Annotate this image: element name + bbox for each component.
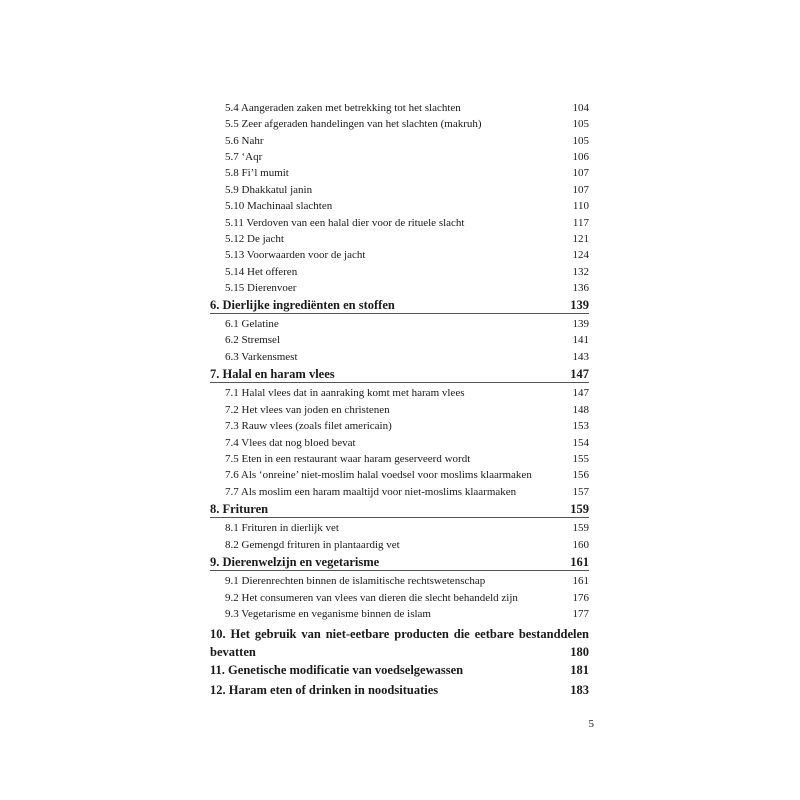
toc-subentry	[210, 216, 589, 230]
toc-subentry	[210, 468, 589, 482]
toc-chapter-continuation	[210, 644, 589, 660]
toc-entry-title: 5.6 Nahr	[225, 135, 264, 147]
toc-subentry	[210, 150, 589, 164]
toc-page-number: 181	[570, 663, 589, 677]
toc-chapter	[210, 662, 589, 678]
toc-entry-title: 5.5 Zeer afgeraden handelingen van het slachten (makruh)	[225, 118, 482, 130]
toc-page-number: 156	[572, 469, 589, 481]
toc-subentry	[210, 607, 589, 621]
toc-entry-title: 7. Halal en haram vlees	[210, 367, 335, 381]
toc-page-number: 153	[572, 420, 589, 432]
toc-page-number: 136	[572, 282, 589, 294]
toc-page-number: 124	[572, 249, 589, 261]
toc-entry-title: 6. Dierlijke ingrediënten en stoffen	[210, 298, 395, 312]
toc-entry-title: 12. Haram eten of drinken in noodsituaties	[210, 683, 439, 697]
section-rule	[210, 382, 589, 383]
toc-chapter	[210, 501, 589, 517]
toc-page-number: 107	[572, 184, 589, 196]
toc-entry-title: 5.9 Dhakkatul janin	[225, 184, 313, 196]
toc-page-number: 105	[572, 118, 589, 130]
toc-page-number: 104	[572, 102, 589, 114]
toc-subentry	[210, 317, 589, 331]
toc-page-number: 147	[572, 387, 589, 399]
toc-page-number: 177	[572, 608, 589, 620]
toc-subentry	[210, 419, 589, 433]
toc-page-number: 106	[572, 151, 589, 163]
toc-subentry	[210, 485, 589, 499]
toc-page-number: 161	[570, 555, 589, 569]
toc-subentry	[210, 538, 589, 552]
toc-entry-title: 7.2 Het vlees van joden en christenen	[225, 404, 390, 416]
toc-entry-title: 5.7 ‘Aqr	[225, 151, 263, 163]
toc-subentry	[210, 281, 589, 295]
toc-subentry	[210, 248, 589, 262]
toc-entry-title: 8. Frituren	[210, 502, 269, 516]
toc-entry-title: 10. Het gebruik van niet-eetbare producten die eetbare bestanddelen	[210, 627, 589, 641]
toc-entry-title: 5.11 Verdoven van een halal dier voor de rituele slacht	[225, 217, 465, 229]
toc-entry-title: 5.4 Aangeraden zaken met betrekking tot het slachten	[225, 102, 461, 114]
toc-chapter	[210, 626, 589, 642]
toc-subentry	[210, 232, 589, 246]
toc-subentry	[210, 117, 589, 131]
toc-page-number: 117	[572, 217, 589, 229]
toc-page-number: 183	[570, 683, 589, 697]
toc-entry-title: 6.3 Varkensmest	[225, 351, 298, 363]
toc-entry-title: 7.3 Rauw vlees (zoals filet americain)	[225, 420, 392, 432]
toc-subentry	[210, 183, 589, 197]
toc-page-number: 148	[572, 404, 589, 416]
toc-subentry	[210, 386, 589, 400]
section-rule	[210, 517, 589, 518]
toc-entry-title: 7.6 Als ‘onreine’ niet-moslim halal voedsel voor moslims klaarmaken	[225, 469, 532, 481]
toc-subentry	[210, 265, 589, 279]
toc-page-number: 105	[572, 135, 589, 147]
toc-page-number: 157	[572, 486, 589, 498]
toc-page-number: 121	[572, 233, 589, 245]
page-number: 5	[588, 718, 594, 730]
toc-subentry	[210, 436, 589, 450]
toc-page-number: 143	[572, 351, 589, 363]
toc-subentry	[210, 134, 589, 148]
toc-page-number: 159	[572, 522, 589, 534]
section-rule	[210, 570, 589, 571]
toc-subentry	[210, 199, 589, 213]
toc-entry-title: 6.1 Gelatine	[225, 318, 279, 330]
toc-page-number: 176	[572, 592, 589, 604]
toc-page-number: 155	[572, 453, 589, 465]
toc-subentry	[210, 101, 589, 115]
toc-subentry	[210, 166, 589, 180]
toc-page-number: 161	[572, 575, 589, 587]
toc-entry-title: 5.10 Machinaal slachten	[225, 200, 333, 212]
toc-entry-title: 5.12 De jacht	[225, 233, 284, 245]
toc-chapter	[210, 682, 589, 698]
toc-page-number: 180	[570, 645, 589, 659]
toc-entry-title: 7.7 Als moslim een haram maaltijd voor niet-moslims klaarmaken	[225, 486, 517, 498]
toc-subentry	[210, 521, 589, 535]
toc-entry-title: 9.3 Vegetarisme en veganisme binnen de islam	[225, 608, 431, 620]
toc-page-number: 160	[572, 539, 589, 551]
toc-subentry	[210, 574, 589, 588]
toc-entry-title: 5.15 Dierenvoer	[225, 282, 297, 294]
toc-entry-title: 9. Dierenwelzijn en vegetarisme	[210, 555, 380, 569]
toc-chapter	[210, 366, 589, 382]
toc-entry-title: 5.14 Het offeren	[225, 266, 298, 278]
toc-entry-title: 11. Genetische modificatie van voedselgewassen	[210, 663, 464, 677]
toc-entry-title: 8.1 Frituren in dierlijk vet	[225, 522, 339, 534]
toc-entry-title: 8.2 Gemengd frituren in plantaardig vet	[225, 539, 400, 551]
toc-entry-title: 7.5 Eten in een restaurant waar haram geserveerd wordt	[225, 453, 471, 465]
toc-subentry	[210, 591, 589, 605]
toc-entry-title: 9.1 Dierenrechten binnen de islamitische rechtswetenschap	[225, 575, 486, 587]
toc-page-number: 147	[570, 367, 589, 381]
toc-chapter	[210, 297, 589, 313]
toc-entry-title: 7.4 Vlees dat nog bloed bevat	[225, 437, 356, 449]
toc-subentry	[210, 350, 589, 364]
toc-entry-title: 5.13 Voorwaarden voor de jacht	[225, 249, 366, 261]
toc-page-number: 107	[572, 167, 589, 179]
toc-entry-title-continued: bevatten	[210, 645, 256, 659]
toc-page-number: 139	[572, 318, 589, 330]
toc-entry-title: 5.8 Fi’l mumit	[225, 167, 289, 179]
toc-subentry	[210, 403, 589, 417]
toc-subentry	[210, 452, 589, 466]
section-rule	[210, 313, 589, 314]
toc-entry-title: 7.1 Halal vlees dat in aanraking komt met haram vlees	[225, 387, 465, 399]
toc-page-number: 132	[572, 266, 589, 278]
toc-entry-title: 6.2 Stremsel	[225, 334, 280, 346]
toc-page-number: 139	[570, 298, 589, 312]
toc-page-number: 110	[572, 200, 589, 212]
toc-entry-title: 9.2 Het consumeren van vlees van dieren die slecht behandeld zijn	[225, 592, 518, 604]
toc-chapter	[210, 554, 589, 570]
toc-page-number: 154	[572, 437, 589, 449]
toc-page-number: 141	[572, 334, 589, 346]
toc-subentry	[210, 333, 589, 347]
toc-page-number: 159	[570, 502, 589, 516]
